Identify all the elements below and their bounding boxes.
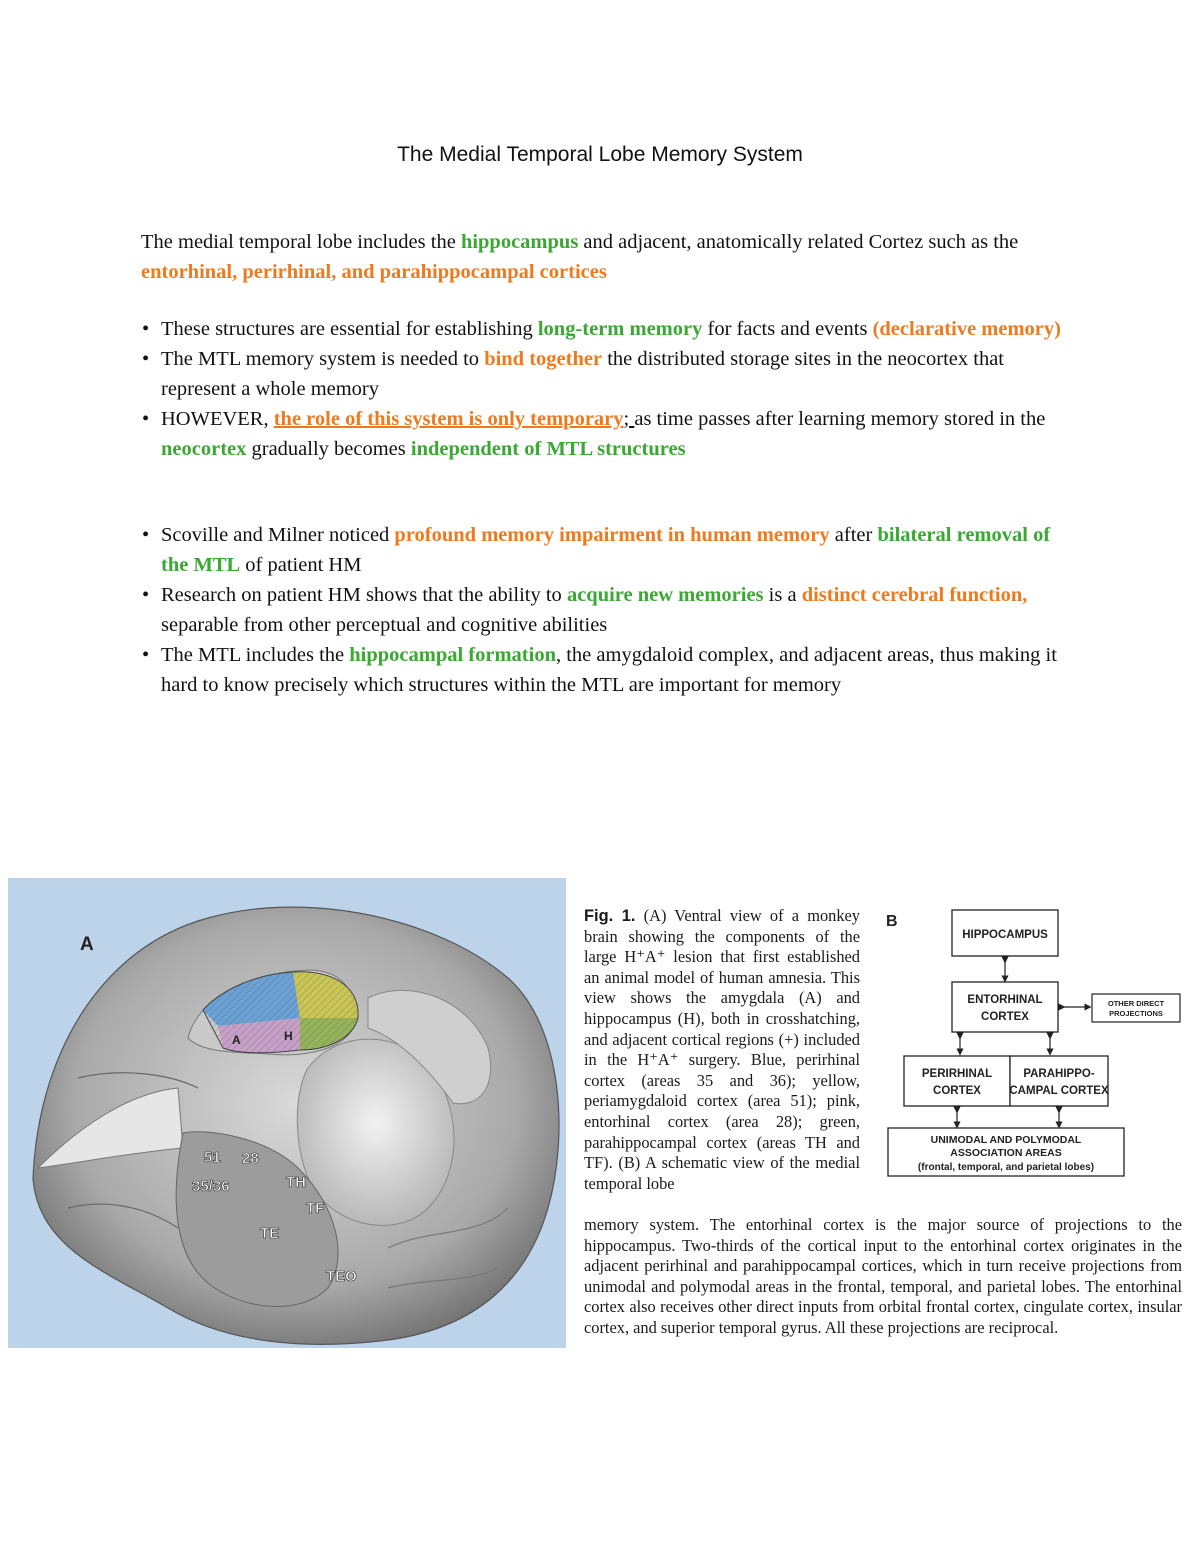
highlight-hippocampus: hippocampus xyxy=(460,231,579,253)
box-perirhinal-label-2: CORTEX xyxy=(933,1085,981,1097)
area-label-teo: TEO xyxy=(326,1268,357,1285)
list-item: • Scoville and Milner noticed profound memory impairment in human memory after bilateral removal of the MTL of patient HM xyxy=(141,520,1081,580)
list-item: • The MTL memory system is needed to bind together the distributed storage sites in the neocortex that represent a whole memory xyxy=(141,344,1081,404)
box-parahippo-label-2: CAMPAL CORTEX xyxy=(1009,1085,1109,1097)
box-entorhinal-label-1: ENTORHINAL xyxy=(967,994,1043,1006)
area-label-28: 28 xyxy=(242,1150,259,1167)
area-label-tf: TF xyxy=(306,1200,325,1217)
bullet-list-1 xyxy=(141,314,1081,464)
list-item: • The MTL includes the hippocampal formation, the amygdaloid complex, and adjacent areas, thus making it hard to know precisely which structures within the MTL are important for memory xyxy=(141,640,1081,700)
box-perirhinal xyxy=(904,1056,1010,1106)
mtl-flow-diagram xyxy=(880,902,1192,1212)
page-title: The Medial Temporal Lobe Memory System xyxy=(397,143,803,166)
figure-caption: Fig. 1. (A) Ventral view of a monkey brain showing the components of the large H⁺A⁺ lesion that first established an animal model of human amnesia. This view shows the amygdala (A) and hippocampus (H), both in crosshatching, and adjacent cortical regions (+) included in the H⁺A⁺ surgery. Blue, perirhinal cortex (areas 35 and 36); yellow, periamygdaloid cortex (area 51); pink, entorhinal cortex (area 28); green, parahippocampal cortex (areas TH and TF). (B) A schematic view of the medial temporal lobe xyxy=(584,906,860,1193)
box-assoc-label-2: ASSOCIATION AREAS xyxy=(950,1147,1062,1159)
list-item: • These structures are essential for establishing long-term memory for facts and events (declarative memory) xyxy=(141,314,1081,344)
area-label-h: H xyxy=(284,1029,293,1043)
box-other-label-1: OTHER DIRECT xyxy=(1107,999,1165,1008)
area-label-51: 51 xyxy=(204,1149,221,1166)
area-label-th: TH xyxy=(286,1174,306,1191)
list-item: • HOWEVER, the role of this system is only temporary; as time passes after learning memory stored in the neocortex gradually becomes independent of MTL structures xyxy=(141,404,1081,464)
box-perirhinal-label-1: PERIRHINAL xyxy=(921,1068,993,1080)
box-parahippocampal xyxy=(1010,1056,1108,1106)
panel-a-label: A xyxy=(80,934,94,955)
box-hippocampus-label: HIPPOCAMPUS xyxy=(962,929,1048,941)
intro-paragraph: The medial temporal lobe includes the hippocampus and adjacent, anatomically related Cortez such as the entorhinal, perirhinal, and parahippocampal cortices xyxy=(141,231,1019,283)
panel-b-label: B xyxy=(886,913,898,930)
box-assoc-label-3: (frontal, temporal, and parietal lobes) xyxy=(917,1162,1095,1173)
box-entorhinal xyxy=(952,982,1058,1032)
area-label-te: TE xyxy=(260,1225,280,1242)
list-item: • Research on patient HM shows that the ability to acquire new memories is a distinct cerebral function, separable from other perceptual and cognitive abilities xyxy=(141,580,1081,640)
area-label-a: A xyxy=(232,1033,241,1047)
figure-caption-label: Fig. 1. xyxy=(584,907,636,925)
box-parahippo-label-1: PARAHIPPO- xyxy=(1023,1068,1095,1080)
brain-ventral-view-image xyxy=(8,878,566,1348)
box-assoc-label-1: UNIMODAL AND POLYMODAL xyxy=(930,1134,1082,1146)
figure-1 xyxy=(8,878,1192,1358)
area-label-35-36: 35/36 xyxy=(192,1178,230,1195)
box-entorhinal-label-2: CORTEX xyxy=(981,1011,1029,1023)
bullet-list-2 xyxy=(141,520,1081,700)
figure-caption-continued: memory system. The entorhinal cortex is the major source of projections to the hippocampus. Two-thirds of the cortical input to the entorhinal cortex originates in the adjacent perirhinal and parahippocampal cortices, which in turn receive projections from unimodal and polymodal areas in the frontal, temporal, and parietal lobes. The entorhinal cortex also receives other direct inputs from orbital frontal cortex, cingulate cortex, insular cortex, and superior temporal gyrus. All these projections are reciprocal. xyxy=(584,1215,1182,1337)
highlight-cortices: entorhinal, perirhinal, and parahippocampal cortices xyxy=(141,261,607,283)
box-other-label-2: PROJECTIONS xyxy=(1109,1009,1163,1018)
